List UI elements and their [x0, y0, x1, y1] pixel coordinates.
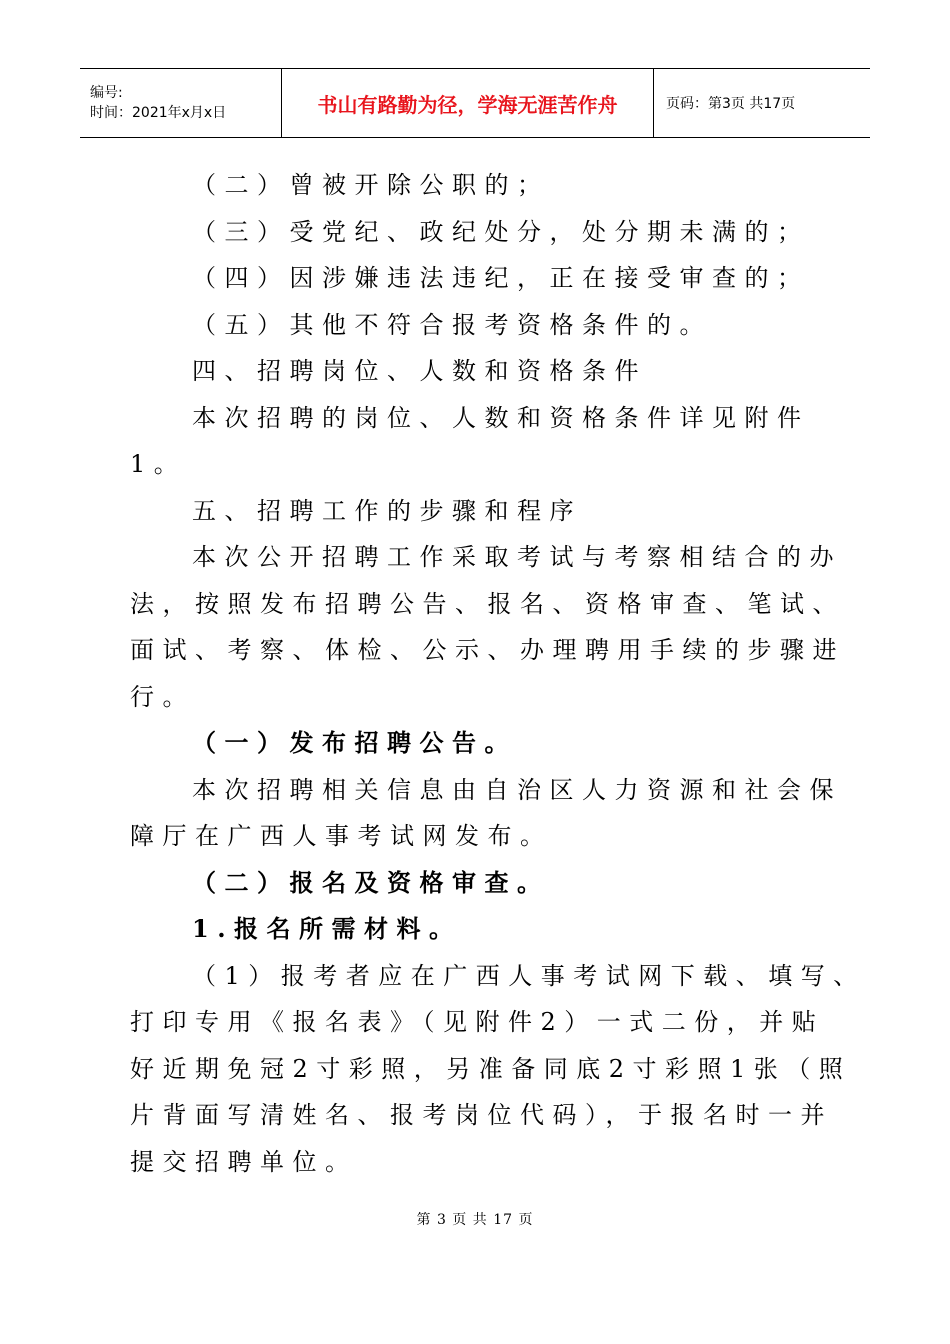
- header-meta: [80, 69, 282, 137]
- list-item: （三）受党纪、政纪处分，处分期未满的；: [192, 217, 810, 246]
- paragraph-line: 本次招聘相关信息由自治区人力资源和社会保: [192, 775, 842, 804]
- document-number-label: 编号:: [90, 85, 123, 101]
- paragraph-line: 障厅在广西人事考试网发布。: [130, 822, 553, 850]
- paragraph-line: 提交招聘单位。: [130, 1147, 358, 1176]
- header-page-info: 页码：第3页 共17页: [666, 96, 796, 112]
- page-footer: 第 3 页 共 17 页: [416, 1212, 534, 1228]
- page-header: [80, 68, 870, 138]
- list-item: （二）曾被开除公职的；: [192, 171, 550, 199]
- document-body: [130, 162, 866, 1185]
- paragraph-line: 好近期免冠2寸彩照，另准备同底2寸彩照1张（照: [130, 1054, 852, 1083]
- subsection-heading: 1.报名所需材料。: [192, 914, 462, 943]
- paragraph-line: 片背面写清姓名、报考岗位代码），于报名时一并: [130, 1101, 833, 1129]
- list-item: （五）其他不符合报考资格条件的。: [192, 310, 712, 339]
- header-motto: 书山有路勤为径，学海无涯苦作舟: [282, 69, 654, 137]
- paragraph-line: 本次公开招聘工作采取考试与考察相结合的办: [192, 543, 842, 571]
- paragraph-line: 本次招聘的岗位、人数和资格条件详见附件: [192, 403, 810, 432]
- list-item: （四）因涉嫌违法违纪，正在接受审查的；: [192, 264, 810, 292]
- subsection-heading: （二）报名及资格审查。: [192, 867, 550, 897]
- paragraph-line: 打印专用《报名表》（见附件2）一式二份，并贴: [130, 1008, 825, 1036]
- paragraph-line: 1。: [130, 450, 187, 478]
- section-heading: 四、招聘岗位、人数和资格条件: [192, 357, 647, 385]
- paragraph-line: （1）报考者应在广西人事考试网下载、填写、: [192, 961, 866, 990]
- paragraph-line: 行。: [130, 682, 195, 711]
- section-heading: 五、招聘工作的步骤和程序: [192, 496, 582, 525]
- subsection-heading: （一）发布招聘公告。: [192, 728, 517, 757]
- paragraph-line: 面试、考察、体检、公示、办理聘用手续的步骤进: [130, 636, 845, 664]
- paragraph-line: 法，按照发布招聘公告、报名、资格审查、笔试、: [130, 589, 845, 618]
- document-time: 时间：2021年x月x日: [90, 105, 227, 121]
